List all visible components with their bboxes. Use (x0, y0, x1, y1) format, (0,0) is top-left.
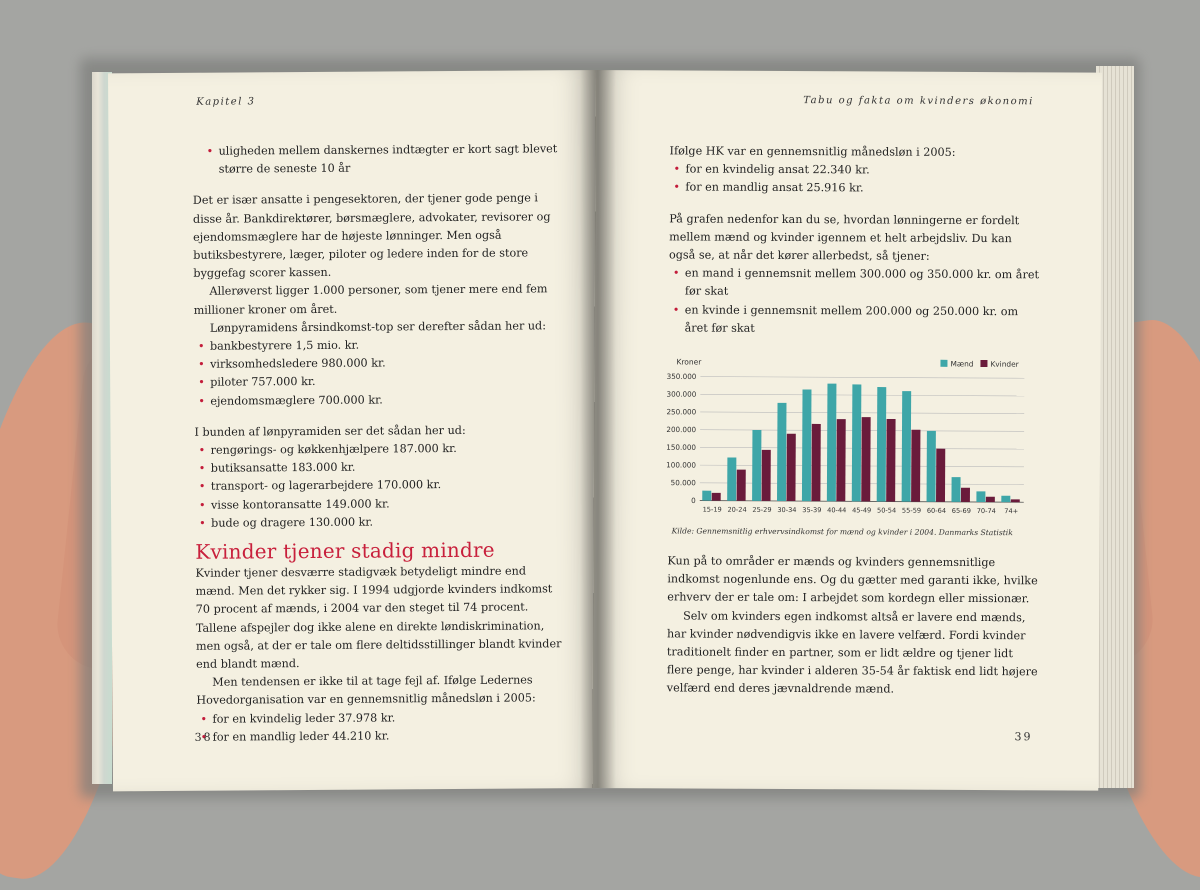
paragraph: Det er især ansatte i pengesektoren, der tjener gode penge i disse år. Bankdirektører, børsmæglere, advokater, revisorer og ejendomsmæglere har de højeste lønninger. Men også butiksbestyrere, læger, piloter og ledere inden for de store byggefag scorer kassen. (192, 191, 551, 281)
list-item: • for en kvindelig ansat 22.340 kr. (685, 161, 1041, 181)
bar-kvinder-15-19 (712, 493, 721, 501)
bar-kvinder-70-74 (986, 497, 995, 502)
y-tick-label: 200.000 (666, 425, 697, 435)
income-chart (650, 340, 1041, 542)
bar-mænd-55-59 (902, 391, 912, 502)
x-tick-label: 30-34 (777, 505, 797, 515)
y-tick-label: 100.000 (666, 460, 696, 470)
x-tick-label: 45-49 (852, 506, 872, 515)
y-tick-label: 300.000 (666, 389, 697, 399)
book-gutter (580, 70, 616, 788)
paragraph: I bunden af lønpyramiden ser det sådan her ud: (194, 423, 466, 439)
list-item: • for en kvindelig leder 37.978 kr. (212, 708, 562, 729)
paragraph: På grafen nedenfor kan du se, hvordan lønningerne er fordelt mellem mænd og kvinder igennem et helt arbejdsliv. Du kan også se, at når det kører allerbedst, så tjener: (668, 211, 1020, 263)
right-page-body-bottom (667, 552, 1040, 700)
list-item: • for en mandlig ansat 25.916 kr. (685, 179, 1041, 199)
legend-swatch-mænd (940, 360, 947, 367)
y-tick-label: 50.000 (670, 478, 696, 488)
bar-kvinder-65-69 (961, 488, 970, 502)
right-page (592, 70, 1102, 791)
running-head-right: Tabu og fakta om kvinders økonomi (803, 95, 1034, 108)
x-tick-label: 20-24 (727, 505, 747, 514)
list-item: • transport- og lagerarbejdere 170.000 kr. (211, 476, 561, 497)
bar-mænd-40-44 (827, 384, 837, 502)
paragraph: Lønpyramidens årsindkomst-top ser derefter sådan her ud: (209, 319, 547, 335)
list-item: • butiksansatte 183.000 kr. (211, 458, 561, 479)
paragraph: Ifølge HK var en gennemsnitlig månedsløn i 2005: (669, 144, 956, 159)
x-tick-label: 74+ (1004, 507, 1019, 516)
page-number-left: 38 (194, 730, 213, 744)
paragraph: Selv om kvinders egen indkomst altså er lavere end mænds, har kvinder nødvendigvis ikke en lavere velfærd. Fordi kvinder traditionelt finder en partner, som er lidt ældre og tjener lidt flere penge, har kvinder i alderen 35-54 år faktisk end lidt højere velfærd end deres jævnaldrende mænd. (666, 609, 1038, 696)
x-tick-label: 60-64 (926, 506, 947, 515)
hk-salary-list (669, 161, 1041, 199)
legend-label-kvinder: Kvinder (990, 359, 1019, 369)
leader-salary-list (196, 708, 562, 747)
chart-caption: Kilde: Gennemsnitlig erhvervsindkomst for mænd og kvinder i 2004. Danmarks Statistik (671, 526, 1013, 538)
bar-kvinder-25-29 (762, 450, 771, 501)
list-item: • rengørings- og køkkenhjælpere 187.000 kr. (211, 439, 561, 460)
paragraph: Kvinder tjener desværre stadigvæk betydeligt mindre end mænd. Men det rykker sig. I 1994 udgjorde kvinders indkomst 70 procent af mænds, i 2004 var den steget til 74 procent. Tallene afspejler dog ikke alene en direkte løndiskrimination, men også, at der er tale om flere deltidsstillinger blandt kvinder end blandt mænd. (195, 564, 562, 671)
x-tick-label: 65-69 (951, 506, 971, 515)
bar-mænd-74+ (1001, 496, 1010, 502)
gridline (700, 377, 1024, 379)
x-tick-label: 35-39 (802, 506, 822, 515)
y-axis-label: Kroner (676, 357, 702, 367)
running-head-left: Kapitel 3 (196, 96, 256, 108)
gridline (700, 412, 1024, 414)
gridline (700, 394, 1024, 396)
paragraph: Men tendensen er ikke til at tage fejl af. Ifølge Ledernes Hovedorganisation var en gennemsnitlig månedsløn i 2005: (196, 673, 536, 708)
bar-mænd-20-24 (727, 457, 736, 500)
bar-kvinder-45-49 (861, 417, 870, 501)
list-item: • ejendomsmæglere 700.000 kr. (210, 390, 560, 411)
bar-mænd-35-39 (802, 389, 812, 501)
bar-mænd-65-69 (951, 477, 960, 502)
bar-mænd-50-54 (877, 387, 887, 501)
bar-kvinder-20-24 (737, 470, 746, 501)
best-earnings-list (669, 265, 1041, 340)
bar-kvinder-60-64 (936, 449, 945, 502)
y-tick-label: 0 (691, 496, 696, 506)
x-tick-label: 70-74 (976, 506, 996, 516)
list-item: • uligheden mellem danskernes indtægter er kort sagt blevet større de seneste 10 år (218, 140, 558, 179)
top-income-list (194, 335, 560, 410)
section-heading: Kvinder tjener stadig mindre (195, 537, 495, 564)
bar-kvinder-55-59 (911, 430, 920, 502)
x-tick-label: 40-44 (827, 506, 847, 515)
x-tick-label: 50-54 (877, 506, 897, 515)
y-tick-label: 250.000 (666, 407, 697, 417)
bar-kvinder-30-34 (786, 434, 795, 501)
list-item: • visse kontoransatte 149.000 kr. (211, 494, 561, 515)
y-tick-label: 150.000 (666, 442, 697, 452)
legend-swatch-kvinder (980, 360, 987, 367)
bar-mænd-25-29 (752, 430, 761, 501)
bar-mænd-70-74 (976, 491, 985, 502)
x-tick-label: 55-59 (901, 506, 922, 515)
x-tick-label: 15-19 (702, 505, 722, 514)
list-item: • virksomhedsledere 980.000 kr. (210, 353, 560, 374)
list-item: • for en mandlig leder 44.210 kr. (213, 726, 563, 747)
list-item: • en kvinde i gennemsnit mellem 200.000 og 250.000 kr. om året før skat (685, 301, 1041, 339)
bar-mænd-45-49 (852, 384, 862, 501)
paragraph: Allerøverst ligger 1.000 personer, som tjener mere end fem millioner kroner om året. (193, 282, 548, 317)
list-item: • bankbestyrere 1,5 mio. kr. (210, 335, 560, 356)
bar-mænd-30-34 (777, 403, 786, 501)
bar-kvinder-40-44 (836, 419, 845, 501)
list-item: • piloter 757.000 kr. (210, 372, 560, 393)
list-item: • bude og dragere 130.000 kr. (211, 512, 561, 533)
book-edge-right (1096, 66, 1134, 788)
legend-label-mænd: Mænd (950, 359, 974, 369)
left-page-body (192, 140, 562, 747)
intro-bullet-list (192, 140, 558, 179)
bar-kvinder-35-39 (811, 424, 820, 501)
x-tick-label: 25-29 (752, 505, 772, 514)
bar-kvinder-74+ (1011, 499, 1020, 502)
list-item: • en mand i gennemsnit mellem 300.000 og 350.000 kr. om året før skat (685, 265, 1041, 303)
page-number-right: 39 (1014, 730, 1033, 744)
left-page (108, 70, 601, 791)
paragraph: Kun på to områder er mænds og kvinders gennemsnitlige indkomst nogenlunde ens. Og du gætter med garanti ikke, hvilke erhverv der er tale om: I arbejdet som kordegn eller missionær. (667, 554, 1038, 606)
bar-mænd-15-19 (702, 491, 711, 501)
income-bar-chart (650, 340, 1041, 528)
bar-kvinder-50-54 (886, 419, 895, 502)
bottom-income-list (195, 439, 562, 533)
right-page-body-top (669, 142, 1042, 339)
bar-mænd-60-64 (927, 431, 936, 502)
y-tick-label: 350.000 (666, 371, 697, 382)
